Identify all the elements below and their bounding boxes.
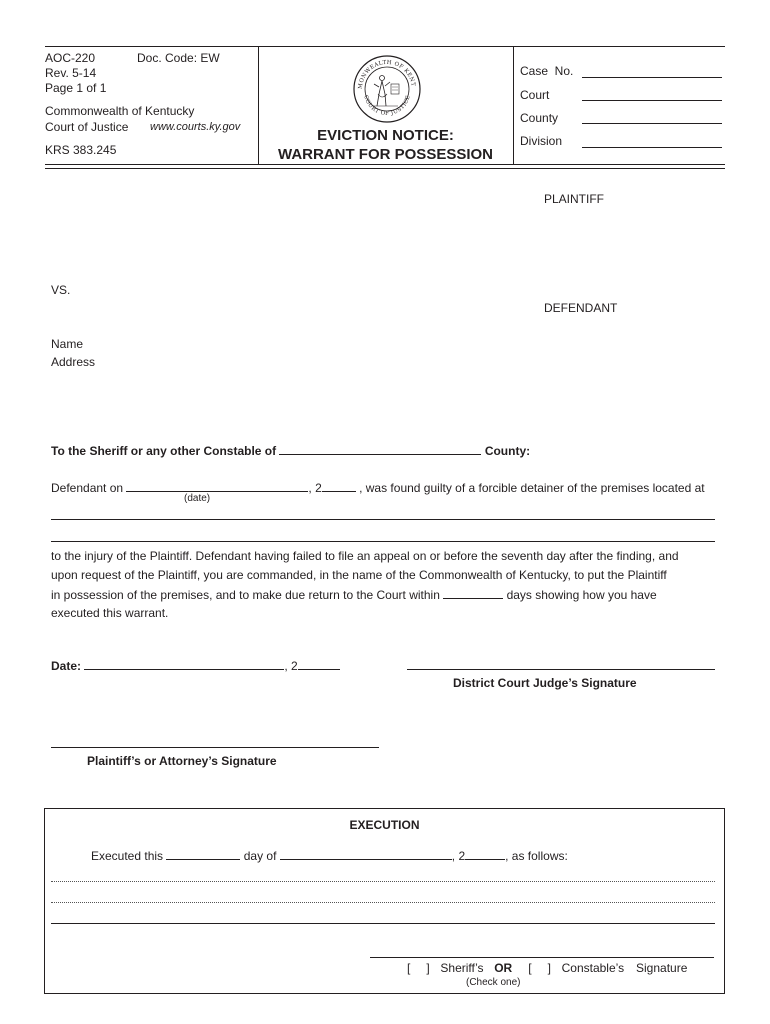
title-line-1: EVICTION NOTICE: <box>317 127 454 144</box>
premises-line-1[interactable] <box>51 519 715 520</box>
vs-label: VS. <box>51 283 71 297</box>
judge-signature-line[interactable] <box>407 669 715 670</box>
para-line-1: to the injury of the Plaintiff. Defendant having failed to file an appeal on or before the seventh day after the finding, and <box>51 549 679 563</box>
address-label: Address <box>51 355 96 369</box>
plaintiff-label: PLAINTIFF <box>544 192 605 206</box>
execution-line-3[interactable] <box>51 923 715 924</box>
county-label: County <box>520 111 559 125</box>
signature-label: Signature <box>636 961 688 975</box>
executed-this: Executed this <box>91 849 164 863</box>
executed-year-blank[interactable] <box>465 848 505 860</box>
header-bottom-rule-1 <box>45 164 725 165</box>
check-one-caption: (Check one) <box>466 977 521 988</box>
plaintiff-signature-line[interactable] <box>51 747 379 748</box>
county-blank[interactable] <box>279 443 481 455</box>
form-id: AOC-220 <box>45 51 96 65</box>
constable-bracket-close: ] <box>547 961 551 975</box>
or-label: OR <box>494 961 513 975</box>
doc-code: Doc. Code: EW <box>137 51 220 65</box>
sheriff-bracket-close: ] <box>426 961 430 975</box>
para-line-4: executed this warrant. <box>51 606 169 620</box>
defendant-line <box>51 480 705 495</box>
page-number: Page 1 of 1 <box>45 81 107 95</box>
header-bottom-rule-2 <box>45 168 725 169</box>
execution-line-1[interactable] <box>51 881 715 882</box>
finding-year-blank[interactable] <box>322 480 356 492</box>
constables-label: Constable’s <box>561 961 625 975</box>
officer-signature-line[interactable] <box>370 957 714 958</box>
name-label: Name <box>51 337 84 351</box>
date-line <box>51 658 340 673</box>
case-number-field[interactable] <box>582 77 722 78</box>
date-comma-two: , 2 <box>284 659 298 673</box>
found-guilty: , was found guilty of a forcible detainer of the premises located at <box>359 481 705 495</box>
as-follows: , as follows: <box>505 849 568 863</box>
exec-comma-two: , 2 <box>451 849 466 863</box>
svg-text:COMMONWEALTH OF KENTUCKY: MONWEALTH OF KENT <box>357 59 416 90</box>
comma-two: , 2 <box>308 481 322 495</box>
sheriff-prefix: To the Sheriff or any other Constable of <box>51 444 277 458</box>
day-of: day of <box>243 849 277 863</box>
executed-month-blank[interactable] <box>280 848 452 860</box>
date-caption: (date) <box>184 493 211 504</box>
para-line-2: upon request of the Plaintiff, you are commanded, in the name of the Commonwealth of Kentucky, to put the Plaintiff <box>51 568 667 582</box>
para-line-3a: in possession of the premises, and to make due return to the Court within <box>51 588 440 602</box>
constable-checkbox[interactable] <box>523 961 556 975</box>
website: www.courts.ky.gov <box>150 121 241 133</box>
premises-line-2[interactable] <box>51 541 715 542</box>
defendant-label: DEFENDANT <box>544 301 618 315</box>
county-field[interactable] <box>582 123 722 124</box>
division-field[interactable] <box>582 147 722 148</box>
constable-bracket-open: [ <box>528 961 532 975</box>
division-label: Division <box>520 134 563 148</box>
sheriffs-label: Sheriff’s <box>440 961 484 975</box>
para-line-3b: days showing how you have <box>506 588 657 602</box>
judge-signature-label: District Court Judge’s Signature <box>453 676 637 690</box>
statute: KRS 383.245 <box>45 143 117 157</box>
header-divider-right <box>513 46 514 165</box>
finding-date-blank[interactable] <box>126 480 308 492</box>
para-line-3 <box>51 587 657 602</box>
svg-text:COURT OF JUSTICE: COURT OF JUSTICE <box>362 94 412 118</box>
title-line-2: WARRANT FOR POSSESSION <box>277 146 494 163</box>
days-blank[interactable] <box>443 587 503 599</box>
sheriff-checkbox[interactable] <box>407 961 435 975</box>
court-label: Court <box>520 88 550 102</box>
commonwealth: Commonwealth of Kentucky <box>45 104 195 118</box>
court-field[interactable] <box>582 100 722 101</box>
execution-line-2[interactable] <box>51 902 715 903</box>
execution-heading: EXECUTION <box>349 818 420 832</box>
court-of-justice: Court of Justice <box>45 120 129 134</box>
officer-signature-row <box>407 961 624 975</box>
defendant-on: Defendant on <box>51 481 124 495</box>
date-label: Date: <box>51 659 82 673</box>
executed-day-blank[interactable] <box>166 848 240 860</box>
sheriff-suffix: County: <box>484 444 531 458</box>
top-rule <box>45 46 725 47</box>
revision: Rev. 5-14 <box>45 66 97 80</box>
sheriff-line <box>51 443 530 458</box>
executed-line <box>91 848 568 863</box>
date-year-blank[interactable] <box>298 658 340 670</box>
plaintiff-signature-label: Plaintiff’s or Attorney’s Signature <box>87 754 277 768</box>
sheriff-bracket-open: [ <box>407 961 411 975</box>
case-number-label: Case No. <box>520 64 574 78</box>
date-blank[interactable] <box>84 658 284 670</box>
kentucky-seal-icon <box>352 54 422 124</box>
